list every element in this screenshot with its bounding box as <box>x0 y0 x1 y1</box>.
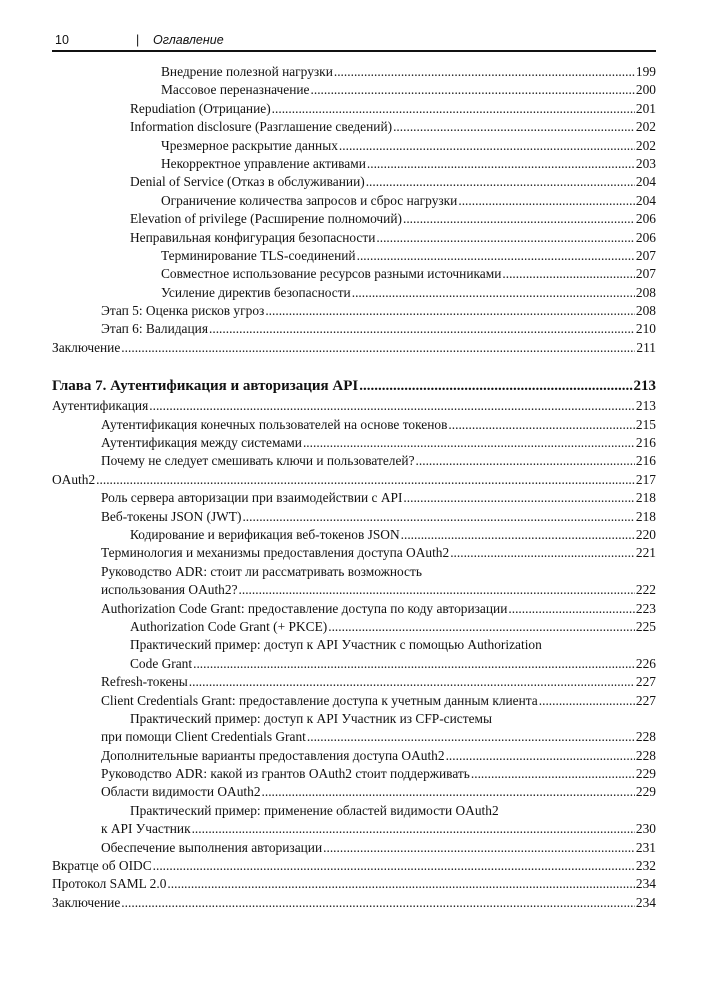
toc-entry[interactable] <box>52 210 656 228</box>
toc-entry-page: 218 <box>635 508 656 524</box>
toc-entry[interactable] <box>52 247 656 265</box>
toc-entry-page: 228 <box>635 729 656 745</box>
toc-entry-title: при помощи Client Credentials Grant <box>101 729 306 745</box>
toc-entry[interactable] <box>52 302 656 320</box>
toc-entry-page: 213 <box>635 398 656 414</box>
toc-entry-page: 230 <box>635 821 656 837</box>
toc-entry[interactable] <box>52 265 656 283</box>
toc-entry-page: 226 <box>635 655 656 671</box>
toc-chapter-heading <box>52 375 656 397</box>
leader-dots <box>303 434 635 452</box>
leader-dots <box>357 247 635 265</box>
toc-entry-page: 218 <box>635 490 656 506</box>
toc-entry-page: 227 <box>635 674 656 690</box>
leader-dots <box>471 765 635 783</box>
leader-dots <box>311 81 635 99</box>
toc-entry-page: 203 <box>635 155 656 171</box>
leader-dots <box>96 471 635 489</box>
toc-entry-title: Этап 5: Оценка рисков угроз <box>101 303 265 319</box>
leader-dots <box>149 397 635 415</box>
toc-entry-page: 202 <box>635 137 656 153</box>
leader-dots <box>367 155 635 173</box>
leader-dots <box>458 192 635 210</box>
toc-entry[interactable] <box>52 81 656 99</box>
toc-entry-title: Внедрение полезной нагрузки <box>161 64 333 79</box>
toc-entry-title: Заключение <box>52 339 121 355</box>
leader-dots <box>339 137 635 155</box>
toc-entry[interactable] <box>52 229 656 247</box>
header-separator: | <box>136 33 140 47</box>
toc-entry[interactable] <box>52 544 656 562</box>
toc-entry[interactable] <box>52 155 656 173</box>
toc-entry[interactable] <box>52 600 656 618</box>
toc-entry[interactable] <box>52 471 656 489</box>
toc-entry[interactable] <box>52 434 656 452</box>
toc-entry[interactable] <box>52 452 656 470</box>
toc-entry-title: OAuth2 <box>52 471 96 487</box>
leader-dots <box>121 894 635 912</box>
leader-dots <box>508 600 635 618</box>
toc-entry[interactable] <box>52 339 656 357</box>
toc-entry-first-line: Практический пример: доступ к API Участник из CFP-системы <box>130 710 492 726</box>
toc-entry[interactable] <box>52 508 656 526</box>
toc-entry-page: 231 <box>635 839 656 855</box>
toc-entry-page: 220 <box>635 526 656 542</box>
toc-entry-page: 227 <box>635 692 656 708</box>
toc-entry-title: Code Grant <box>130 655 193 671</box>
leader-dots <box>307 728 635 746</box>
toc-entry[interactable] <box>52 416 656 434</box>
toc-entry-title: Массовое переназначение <box>161 82 310 98</box>
toc-entry-page: 232 <box>635 858 656 874</box>
toc-entry-page: 229 <box>635 766 656 782</box>
leader-dots <box>403 210 635 228</box>
leader-dots <box>153 857 635 875</box>
toc-entry[interactable] <box>52 320 656 338</box>
leader-dots <box>189 673 635 691</box>
toc-entry-title: Denial of Service (Отказ в обслуживании) <box>130 174 365 190</box>
toc-entry-page: 228 <box>635 747 656 763</box>
toc-entry[interactable] <box>52 765 656 783</box>
toc-entry-title: Протокол SAML 2.0 <box>52 876 167 892</box>
toc-entry-page: 201 <box>635 100 656 116</box>
toc-entry-title: Этап 6: Валидация <box>101 321 208 337</box>
toc-entry[interactable] <box>52 118 656 136</box>
toc-entry-page: 229 <box>635 784 656 800</box>
toc-entry-title: Authorization Code Grant (+ PKCE) <box>130 618 328 634</box>
leader-dots <box>334 63 635 81</box>
toc-entry-title: Совместное использование ресурсов разными источниками <box>161 266 502 282</box>
toc-entry-page: 204 <box>635 192 656 208</box>
toc-entry-title: Обеспечение выполнения авторизации <box>101 839 323 855</box>
toc-entry-page: 234 <box>635 894 656 910</box>
toc-entry-page: 223 <box>635 600 656 616</box>
leader-dots <box>192 820 635 838</box>
toc-entry[interactable] <box>52 839 656 857</box>
toc-entry-page: 208 <box>635 284 656 300</box>
leader-dots <box>502 265 635 283</box>
leader-dots <box>401 526 635 544</box>
toc-entry-title: Кодирование и верификация веб-токенов JSON <box>130 526 400 542</box>
toc-entry-page: 234 <box>635 876 656 892</box>
toc-entry-page: 200 <box>635 82 656 98</box>
leader-dots <box>323 839 635 857</box>
toc-entry-title: использования OAuth2? <box>101 582 238 598</box>
toc-entry[interactable] <box>52 692 656 710</box>
toc-entry[interactable] <box>52 192 656 210</box>
toc-entry-page: 215 <box>635 416 656 432</box>
toc-entry[interactable] <box>52 137 656 155</box>
toc-entry-title: Руководство ADR: какой из грантов OAuth2 стоит поддерживать <box>101 766 470 782</box>
leader-dots <box>167 875 634 893</box>
toc-entry-title: Чрезмерное раскрытие данных <box>161 137 338 153</box>
toc-entry-title: Аутентификация <box>52 398 149 414</box>
leader-dots <box>393 118 635 136</box>
leader-dots <box>193 655 635 673</box>
toc-entry[interactable] <box>52 173 656 191</box>
table-of-contents <box>52 63 656 912</box>
toc-entry-title: Elevation of privilege (Расширение полномочий) <box>130 211 402 227</box>
toc-entry-title: Ограничение количества запросов и сброс нагрузки <box>161 192 458 208</box>
toc-entry-title: Области видимости OAuth2 <box>101 784 261 800</box>
toc-entry[interactable] <box>52 875 656 893</box>
toc-entry-title: Терминирование TLS-соединений <box>161 247 356 263</box>
chapter-page: 213 <box>633 378 656 395</box>
toc-entry-page: 207 <box>635 266 656 282</box>
toc-entry-title: к API Участник <box>101 821 191 837</box>
toc-entry-title: Некорректное управление активами <box>161 155 366 171</box>
leader-dots <box>239 581 635 599</box>
toc-entry-title: Refresh-токены <box>101 674 188 690</box>
toc-entry-title: Дополнительные варианты предоставления доступа OAuth2 <box>101 747 445 763</box>
leader-dots <box>265 302 635 320</box>
toc-entry-title: Client Credentials Grant: предоставление доступа к учетным данным клиента <box>101 692 538 708</box>
toc-entry-page: 216 <box>635 435 656 451</box>
leader-dots <box>262 783 635 801</box>
toc-entry-title: Аутентификация между системами <box>101 435 302 451</box>
chapter-title: Глава 7. Аутентификация и авторизация API <box>52 378 359 395</box>
toc-entry[interactable] <box>52 728 656 746</box>
toc-entry-title: Вкратце об OIDC <box>52 858 152 874</box>
leader-dots <box>209 320 635 338</box>
leader-dots <box>448 416 635 434</box>
toc-entry-title: Repudiation (Отрицание) <box>130 100 271 116</box>
toc-entry-page: 202 <box>635 119 656 135</box>
toc-section-continued <box>52 63 656 357</box>
toc-entry-page: 221 <box>635 545 656 561</box>
toc-entry-page: 210 <box>635 321 656 337</box>
toc-entry-page: 199 <box>635 64 656 79</box>
toc-entry[interactable] <box>52 747 656 765</box>
toc-chapter-7 <box>52 397 656 912</box>
toc-entry[interactable] <box>52 489 656 507</box>
leader-dots <box>446 747 635 765</box>
leader-dots <box>352 284 635 302</box>
toc-entry[interactable] <box>52 820 656 838</box>
toc-entry[interactable] <box>52 63 656 81</box>
leader-dots <box>272 100 635 118</box>
toc-entry[interactable] <box>52 618 656 636</box>
leader-dots <box>328 618 635 636</box>
toc-entry-title: Терминология и механизмы предоставления доступа OAuth2 <box>101 545 450 561</box>
toc-entry[interactable] <box>52 894 656 912</box>
toc-entry[interactable] <box>52 397 656 415</box>
toc-entry[interactable] <box>52 526 656 544</box>
toc-entry[interactable] <box>52 581 656 599</box>
leader-dots <box>376 229 635 247</box>
toc-entry[interactable] <box>52 655 656 673</box>
header-title: Оглавление <box>153 33 224 47</box>
leader-dots <box>450 544 635 562</box>
leader-dots <box>539 692 635 710</box>
toc-entry-title: Неправильная конфигурация безопасности <box>130 229 376 245</box>
leader-dots <box>121 339 635 357</box>
leader-dots <box>403 489 635 507</box>
toc-entry-page: 208 <box>635 303 656 319</box>
toc-entry-page: 225 <box>635 618 656 634</box>
toc-entry-page: 204 <box>635 174 656 190</box>
toc-entry-title: Заключение <box>52 894 121 910</box>
toc-entry-title: Почему не следует смешивать ключи и пользователей? <box>101 453 415 469</box>
toc-entry-first-line: Практический пример: доступ к API Участник с помощью Authorization <box>130 637 542 653</box>
toc-entry-title: Аутентификация конечных пользователей на основе токенов <box>101 416 448 432</box>
toc-entry-page: 206 <box>635 229 656 245</box>
leader-dots <box>366 173 635 191</box>
running-header <box>52 30 656 52</box>
leader-dots <box>359 375 632 397</box>
toc-entry-first-line: Практический пример: применение областей видимости OAuth2 <box>130 802 499 818</box>
toc-entry[interactable] <box>52 673 656 691</box>
toc-entry-title: Information disclosure (Разглашение сведений) <box>130 119 393 135</box>
toc-entry-page: 222 <box>635 582 656 598</box>
toc-entry[interactable] <box>52 100 656 118</box>
toc-entry-page: 217 <box>635 471 656 487</box>
toc-entry-page: 206 <box>635 211 656 227</box>
toc-entry-title: Authorization Code Grant: предоставление доступа по коду авторизации <box>101 600 508 616</box>
toc-entry-title: Веб-токены JSON (JWT) <box>101 508 242 524</box>
toc-entry[interactable] <box>52 857 656 875</box>
page-number: 10 <box>55 33 69 47</box>
toc-entry-title: Роль сервера авторизации при взаимодействии с API <box>101 490 403 506</box>
toc-entry-page: 211 <box>636 339 656 355</box>
toc-entry-title: Усиление директив безопасности <box>161 284 351 300</box>
leader-dots <box>242 508 634 526</box>
toc-entry-first-line: Руководство ADR: стоит ли рассматривать возможность <box>101 563 422 579</box>
toc-entry[interactable] <box>52 284 656 302</box>
leader-dots <box>416 452 635 470</box>
toc-entry[interactable] <box>52 783 656 801</box>
toc-entry-page: 207 <box>635 247 656 263</box>
toc-entry-page: 216 <box>635 453 656 469</box>
